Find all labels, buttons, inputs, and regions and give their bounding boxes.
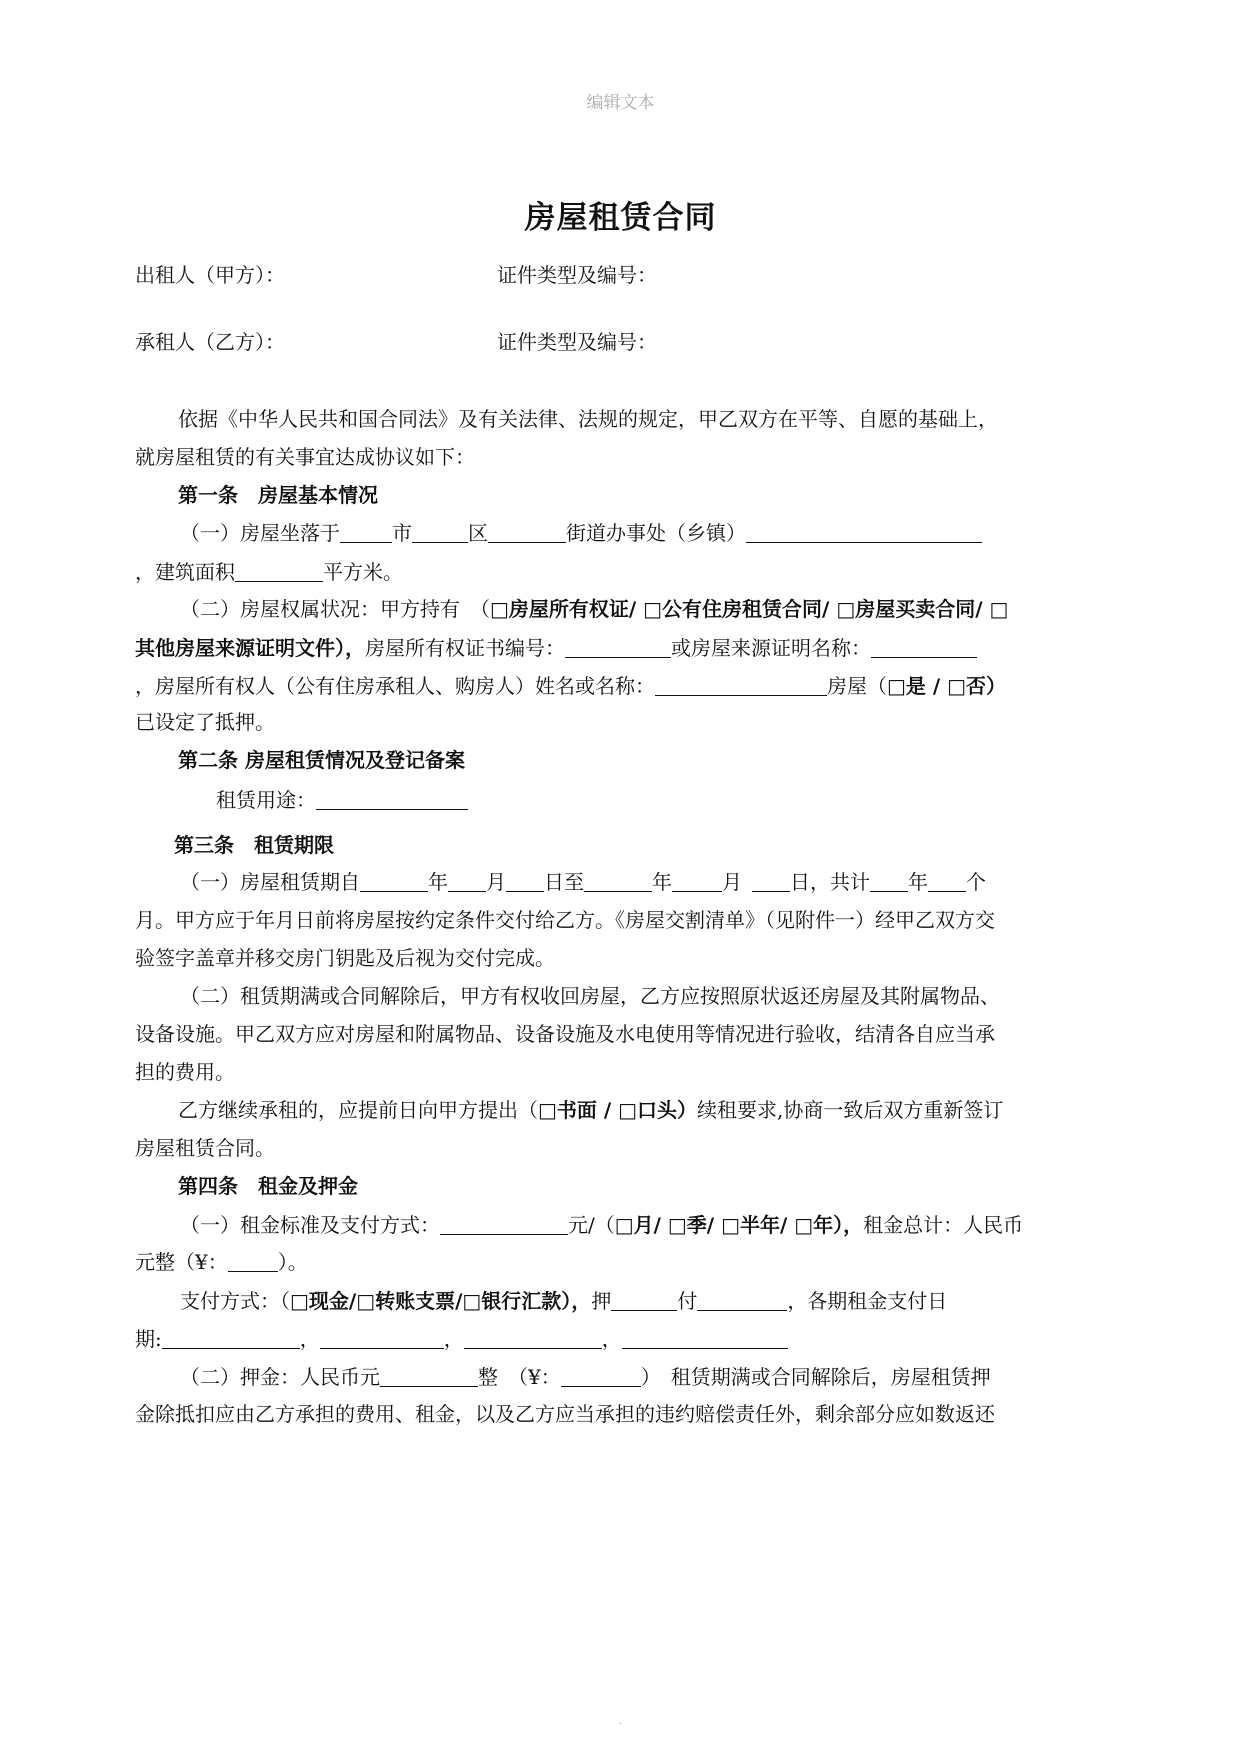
art1-p2f: ，房屋所有权人（公有住房承租人、购房人）姓名或名称：	[135, 674, 655, 698]
art3-p1b: 年	[428, 870, 448, 894]
art1-p1c: 区	[468, 521, 488, 545]
article-2-heading: 第二条 房屋租赁情况及登记备案	[178, 748, 465, 772]
art3-p1c: 月	[486, 870, 506, 894]
document-title: 房屋租赁合同	[524, 200, 717, 236]
end-year-blank	[584, 871, 652, 892]
date-blank-4	[622, 1328, 788, 1349]
art1-p2b: □房屋所有权证/ □公有住房租赁合同/ □房屋买卖合同/ □	[490, 597, 1009, 621]
art3-p1e: 年	[652, 870, 672, 894]
art1-p2a: （二）房屋权属状况：甲方持有 （	[180, 597, 490, 621]
art4-p1e: 元整（¥：	[135, 1250, 228, 1274]
art2-use-line	[216, 789, 468, 810]
art1-area-line	[135, 561, 403, 582]
art3-p1g: 日，共计	[790, 870, 870, 894]
art4-p2b: □现金/□转账支票/□银行汇款），	[290, 1289, 592, 1313]
art4-p3b: 整 （¥：	[478, 1365, 561, 1389]
art4-deposit-line-2: 金除抵扣应由乙方承担的费用、租金，以及乙方应当承担的违约赔偿责任外，剩余部分应如数返还	[135, 1402, 995, 1426]
art3-p1a: （一）房屋租赁期自	[180, 870, 360, 894]
art1-p1e: ，建筑面积	[135, 560, 235, 584]
art4-p1c: □月/ □季/ □半年/ □年），	[614, 1213, 864, 1237]
art3-term-line	[180, 871, 986, 892]
art3-p1i: 个	[966, 870, 986, 894]
date-blank-3	[464, 1328, 602, 1349]
art1-location-line	[180, 522, 982, 543]
city-blank	[340, 522, 392, 543]
art1-p2c: 其他房屋来源证明文件），	[135, 636, 365, 660]
art3-p1d: 日至	[544, 870, 584, 894]
art3-line-6: 担的费用。	[135, 1060, 235, 1084]
art1-p1b: 市	[392, 521, 412, 545]
art4-p2i: ，	[601, 1327, 622, 1351]
art3-line-4: （二）租赁期满或合同解除后，甲方有权收回房屋，乙方应按照原状返还房屋及其附属物品、	[180, 984, 1000, 1008]
pay-months-blank	[697, 1290, 787, 1311]
start-year-blank	[360, 871, 428, 892]
deposit-amount-blank	[380, 1366, 478, 1387]
art4-p2a: 支付方式：（	[180, 1289, 290, 1313]
art4-p1a: （一）租金标准及支付方式：	[180, 1213, 440, 1237]
art4-p2h: ，	[443, 1327, 464, 1351]
art4-p3a: （二）押金：人民币元	[180, 1365, 380, 1389]
art3-p1f: 月	[722, 870, 742, 894]
use-blank	[316, 789, 468, 810]
art4-rent-total-line	[135, 1251, 308, 1272]
art4-payment-line	[180, 1290, 947, 1311]
deposit-yen-blank	[561, 1366, 641, 1387]
end-day-blank	[752, 871, 790, 892]
township-blank	[746, 522, 982, 543]
start-day-blank	[506, 871, 544, 892]
art4-deposit-line	[180, 1366, 991, 1387]
party-b-id-label: 证件类型及编号：	[497, 330, 657, 354]
art3-p3a: 乙方继续承租的，应提前日向甲方提出（	[178, 1098, 538, 1122]
total-month-blank	[928, 871, 966, 892]
art1-ownership-line-1	[180, 599, 1008, 619]
art1-p2g: 房屋（	[827, 674, 887, 698]
rent-total-blank	[228, 1251, 278, 1272]
art1-p1f: 平方米。	[323, 560, 403, 584]
art4-rent-line	[180, 1214, 1023, 1235]
art3-line-5: 设备设施。甲乙双方应对房屋和附属物品、设备设施及水电使用等情况进行验收，结清各自应当承	[135, 1022, 995, 1046]
intro-line-1: 依据《中华人民共和国合同法》及有关法律、法规的规定，甲乙双方在平等、自愿的基础上，	[178, 407, 998, 431]
footer-mark: .	[618, 1716, 623, 1727]
art4-p3c: ） 租赁期满或合同解除后，房屋租赁押	[640, 1365, 991, 1389]
art1-p1a: （一）房屋坐落于	[180, 521, 340, 545]
art3-line-3: 验签字盖章并移交房门钥匙及后视为交付完成。	[135, 946, 555, 970]
total-year-blank	[870, 871, 908, 892]
source-name-blank	[871, 637, 977, 658]
deposit-months-blank	[611, 1290, 677, 1311]
art2-use-label: 租赁用途：	[216, 788, 316, 812]
art1-p2e: 或房屋来源证明名称：	[671, 636, 871, 660]
article-1-heading: 第一条 房屋基本情况	[178, 483, 378, 507]
art1-p1d: 街道办事处（乡镇）	[566, 521, 746, 545]
art1-p2h: □是 / □否）	[887, 674, 1007, 698]
district-blank	[412, 522, 468, 543]
rent-amount-blank	[440, 1214, 568, 1235]
cert-number-blank	[565, 637, 671, 658]
art3-p3c: 续租要求,协商一致后双方重新签订	[697, 1098, 1004, 1122]
party-b-label: 承租人（乙方）：	[135, 330, 285, 354]
art4-p2f: 期:	[135, 1327, 162, 1351]
article-4-heading: 第四条 租金及押金	[178, 1174, 358, 1198]
art4-p2e: ，各期租金支付日	[787, 1289, 948, 1313]
article-3-heading: 第三条 租赁期限	[174, 833, 334, 857]
art3-p3b: □书面 / □口头）	[538, 1098, 698, 1122]
art4-dates-line	[135, 1328, 788, 1349]
art1-mortgage-line: 已设定了抵押。	[135, 710, 275, 734]
art4-p2d: 付	[677, 1289, 698, 1313]
art3-line-8: 房屋租赁合同。	[135, 1136, 275, 1160]
art4-p2g: ，	[299, 1327, 320, 1351]
art4-p1b: 元/（	[568, 1213, 615, 1237]
art3-line-2: 月。甲方应于年月日前将房屋按约定条件交付给乙方。《房屋交割清单》（见附件一）经甲乙双方交	[135, 908, 995, 932]
art3-renew-line	[178, 1100, 1003, 1120]
party-a-label: 出租人（甲方）：	[135, 263, 285, 287]
art4-p1d: 租金总计：人民币	[863, 1213, 1024, 1237]
date-blank-1	[162, 1328, 300, 1349]
art1-ownership-line-2	[135, 637, 977, 658]
art4-p2c: 押	[591, 1289, 612, 1313]
owner-name-blank	[655, 675, 827, 696]
start-month-blank	[448, 871, 486, 892]
street-blank	[488, 522, 566, 543]
page-header: 编辑文本	[586, 93, 655, 113]
area-blank	[235, 561, 323, 582]
intro-line-2: 就房屋租赁的有关事宜达成协议如下：	[135, 445, 475, 469]
art1-ownership-line-3	[135, 675, 1006, 696]
art4-p1f: ）。	[277, 1250, 308, 1274]
end-month-blank	[672, 871, 722, 892]
party-a-id-label: 证件类型及编号：	[497, 263, 657, 287]
art3-p1h: 年	[908, 870, 928, 894]
art1-p2d: 房屋所有权证书编号：	[365, 636, 565, 660]
date-blank-2	[320, 1328, 444, 1349]
